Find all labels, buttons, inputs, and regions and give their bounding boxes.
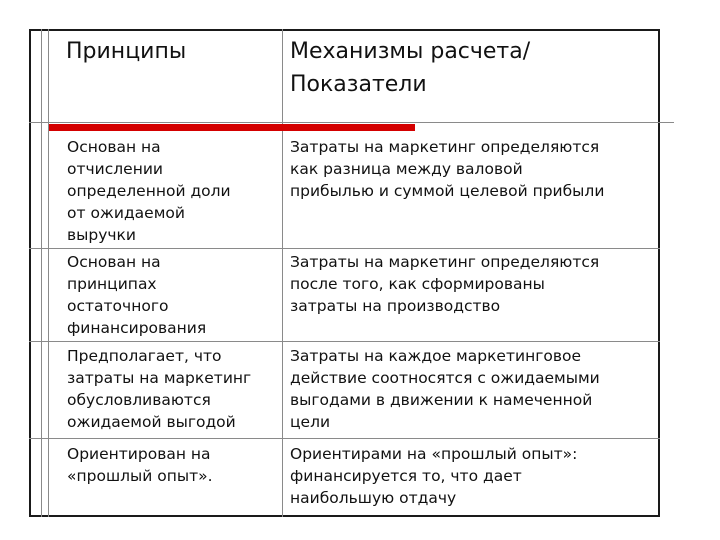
row-2-principle [67,251,206,339]
text-line: выгодами в движении к намеченной [290,391,593,409]
text-line: обусловливаются [67,391,211,409]
text-line: отчислении [67,160,163,178]
text-line: прибылью и суммой целевой прибыли [290,182,605,200]
text-line: «прошлый опыт». [67,467,213,485]
header-principles [66,35,186,68]
header-mechanisms-line-1: Механизмы расчета/ [290,39,531,64]
text-line: от ожидаемой [67,204,185,222]
row-divider-1 [29,248,660,249]
text-line: остаточного [67,297,169,315]
left-double-rule-outer [41,29,42,517]
text-line: определенной доли [67,182,231,200]
row-divider-2 [29,341,660,342]
text-line: финансирования [67,319,207,337]
text-line: Основан на [67,138,161,156]
row-3-mechanism [290,345,600,433]
text-line: Предполагает, что [67,347,222,365]
header-mechanisms-line-2: Показатели [290,72,427,97]
row-4-mechanism [290,443,577,509]
text-line: цели [290,413,331,431]
text-line: действие соотносятся с ожидаемыми [290,369,600,387]
text-line: затраты на производство [290,297,501,315]
row-divider-3 [29,438,660,439]
red-accent-bar [49,124,415,131]
text-line: Затраты на маркетинг определяются [290,138,600,156]
text-line: ожидаемой выгодой [67,413,236,431]
text-line: как разница между валовой [290,160,523,178]
text-line: Ориентирован на [67,445,211,463]
text-line: выручки [67,226,136,244]
text-line: после того, как сформированы [290,275,545,293]
row-2-mechanism [290,251,599,317]
row-4-principle [67,443,213,487]
row-1-mechanism [290,136,604,202]
text-line: наибольшую отдачу [290,489,457,507]
row-3-principle [67,345,251,433]
row-1-principle [67,136,231,246]
header-divider [29,122,674,123]
header-mechanisms [290,35,530,101]
text-line: Затраты на маркетинг определяются [290,253,600,271]
left-double-rule-inner [48,29,49,517]
header-principles-line: Принципы [66,39,187,64]
text-line: Основан на [67,253,161,271]
text-line: принципах [67,275,157,293]
text-line: Затраты на каждое маркетинговое [290,347,581,365]
text-line: затраты на маркетинг [67,369,252,387]
text-line: финансируется то, что дает [290,467,522,485]
column-divider [282,29,283,517]
text-line: Ориентирами на «прошлый опыт»: [290,445,578,463]
